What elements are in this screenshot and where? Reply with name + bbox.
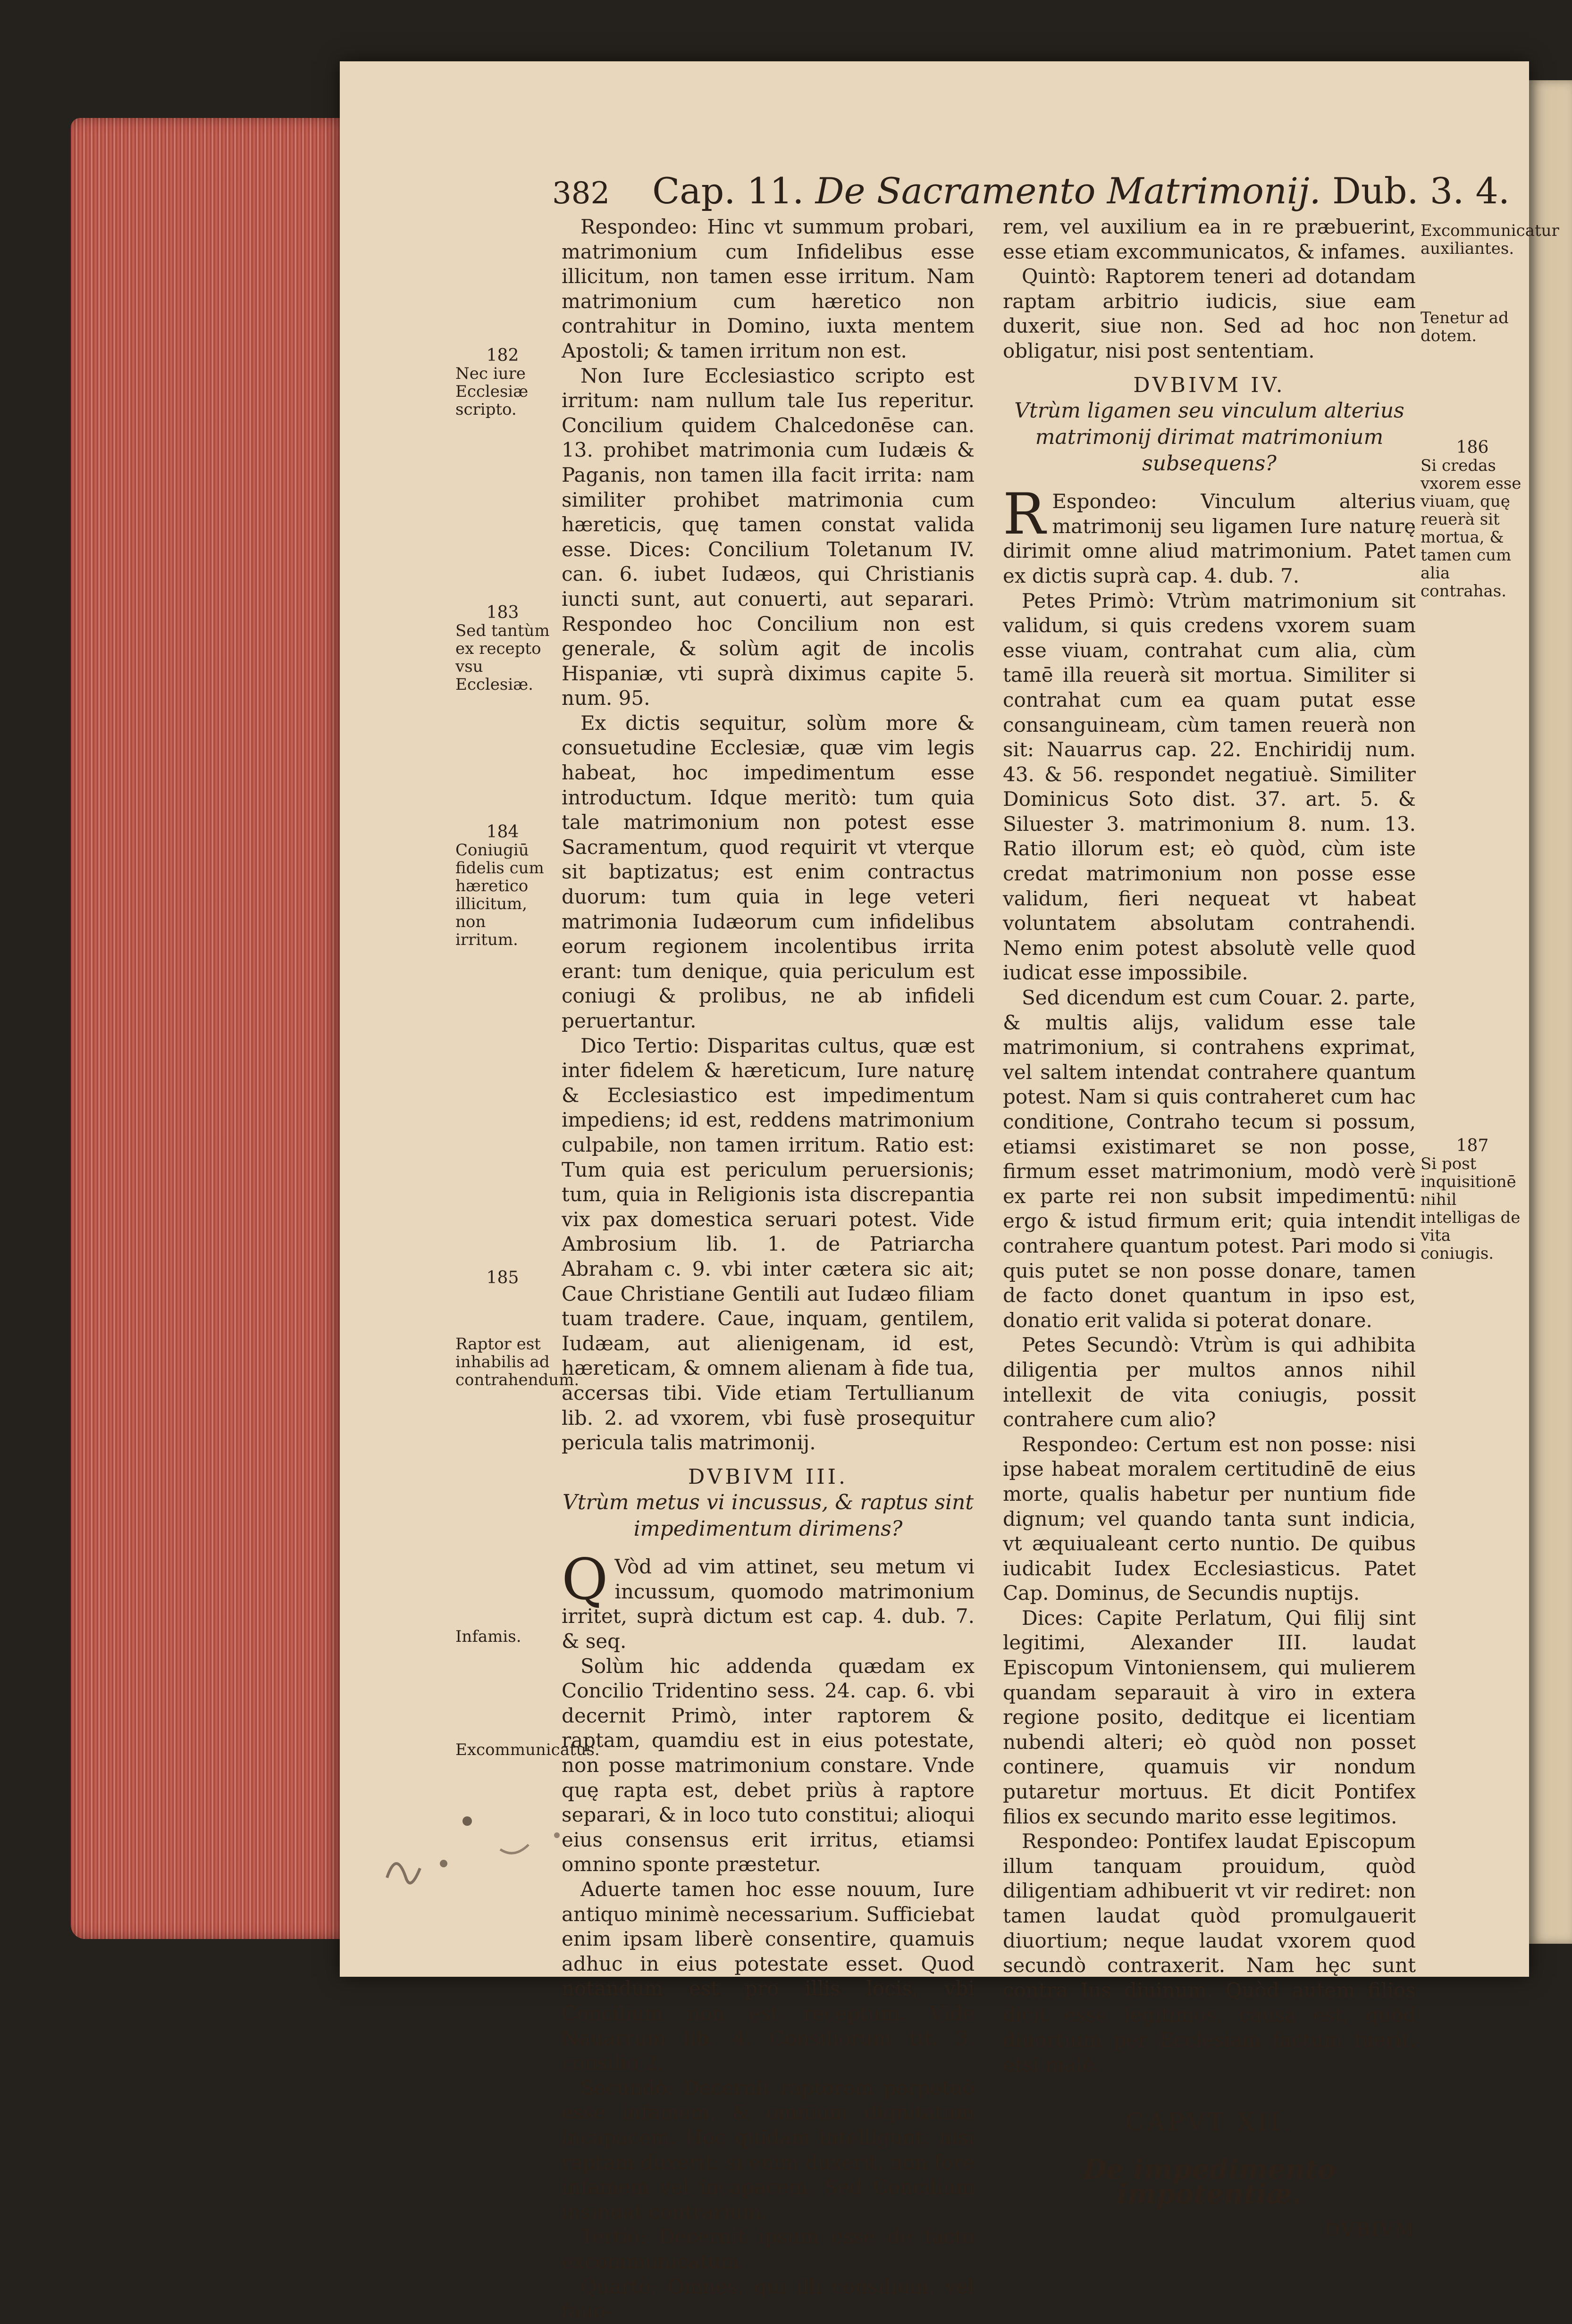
paragraph: Petes Primò: Vtrùm matrimonium sit validum, si quis credens vxorem suam esse viuam, contrahat cum alia, cùm tamē illa reuerà sit mortua. Similiter si contrahat cum ea quam putat esse consanguineam, cùm tamen reuerà non sit: Nauarrus cap. 22. Enchiridij num. 43. & 56. respondet negatiuè. Similiter Dominicus Soto dist. 37. art. 5. & Siluester 3. matrimonium 8. num. 13. Ratio illorum est; eò quòd, cùm iste credat matrimonium non posse esse validum, fieri nequeat vt habeat voluntatem absolutam contrahendi. Nemo enim potest absolutè velle quod iudicat esse impossibile. (1003, 589, 1416, 985)
paragraph-text: Espondeo: Vinculum alterius matrimonij seu ligamen Iure naturę dirimit omne aliud matrimonium. Patet ex dictis suprà cap. 4. dub. 7. (1003, 490, 1416, 587)
margin-number: 184 (486, 822, 519, 842)
margin-number: 183 (486, 603, 519, 622)
margin-number: 182 (486, 346, 519, 365)
margin-note (1421, 309, 1524, 345)
margin-text: Coniugiū fidelis cum hæretico illicitum, non irritum. (455, 841, 544, 949)
facing-page-edge (1529, 80, 1572, 1944)
paragraph: Quartò: Omnes, qui illi consilium, vel fauo- (562, 2274, 975, 2323)
running-header (552, 170, 1510, 222)
left-column (562, 215, 975, 2324)
paragraph: Dices: Capite Perlatum, Qui filij sint legitimi, Alexander III. laudat Episcopum Vintoniensem, qui mulierem quandam separauit à viro in extera regione posito, deditque ei licentiam nubendi alteri; eò quòd non posset continere, quamuis vir nondum putaretur mortuus. Et dicit Pontifex filios ex secundo marito esse legitimos. (1003, 1606, 1416, 1828)
margin-number: 186 (1456, 438, 1489, 457)
paragraph: Aduerte tamen hoc esse nouum, Iure antiquo minimè necessarium. Sufficiebat enim ipsam liberè consentire, quamuis adhuc in eius potestate esset. Quod notandum est pro illis locis, vbi Concilium non est receptum. Vide Nauarrum lib. 4. Consiliorum tit. 3. consilio 2. (562, 1878, 975, 2075)
margin-note (1421, 1137, 1524, 1262)
caput-heading: CAPVT XII. (1125, 2108, 1294, 2137)
paragraph-with-dropcap (562, 1547, 975, 1654)
paragraph-text: Vòd ad vim attinet, seu metum vi incussum, quomodo matrimonium irritet, suprà dictum est cap. 4. dub. 7. & seq. (562, 1555, 975, 1653)
paragraph: Tertiò: Decernit ipsum esse de facto excommunicatum. (562, 2225, 975, 2273)
dubium-ref: Dub. 3. 4. (1332, 170, 1510, 212)
margin-text: Infamis. (455, 1627, 521, 1646)
right-column (1003, 215, 1416, 2243)
margin-text: Sed tantùm ex recepto vsu Ecclesiæ. (455, 621, 550, 694)
margin-note (455, 1269, 550, 1287)
margin-note (1421, 439, 1524, 600)
caput-subtitle: De impedimento impotentiæ. (1083, 2153, 1336, 2210)
paragraph: Dico Tertio: Disparitas cultus, quæ est inter fidelem & hæreticum, Iure naturę & Ecclesiastico est impedimentum impediens; id est, reddens matrimonium culpabile, non tamen irritum. Ratio est: Tum quia est periculum peruersionis; tum, quia in Religionis ista discrepantia vix pax domestica seruari potest. Vide Ambrosium lib. 1. de Patriarcha Abraham c. 9. vbi inter cætera sic ait; Caue Christiane Gentili aut Iudæo filiam tuam tradere. Caue, inquam, gentilem, Iudæam, aut alienigenam, id est, hæreticam, & omnem alienam à fide tua, accersas tibi. Vide etiam Tertullianum lib. 2. ad vxorem, vbi fusè prosequitur pericula talis matrimonij. (562, 1034, 975, 1455)
margin-number: 185 (486, 1268, 519, 1287)
paragraph: Secundò: Decernit raptorem perpetuò esse infamem, & omnium dignitatum incapacem. Hoc quidam intelligunt, nisi raptam duxerit: si enim duxerit, non fore infamem vel incapacem. Sed Concilium insinuat contrarium. (562, 2076, 975, 2224)
paragraph-with-dropcap (1003, 482, 1416, 588)
paragraph: Sed dicendum est cum Couar. 2. parte, & multis alijs, validum esse tale matrimonium, si contrahens exprimat, vel saltem intendat contrahere quantum potest. Nam si quis contraheret cum hac conditione, Contraho tecum si possum, etiamsi existimaret se non posse, firmum esset matrimonium, modò verè ex parte rei non subsit impedimentū: ergo & istud firmum erit; quia intendit contrahere quantum potest. Pari modo si quis putet se non posse donare, tamen de facto donet quantum in ipso est, donatio erit valida si poterat donare. (1003, 986, 1416, 1332)
paragraph: Respondeo: Certum est non posse: nisi ipse habeat moralem certitudinē de eius morte, qualis habetur per nuntium fide dignum; vel quando tanta sunt indicia, vt æquiualeant certo nuntio. De quibus iudicabit Iudex Ecclesiasticus. Patet Cap. Dominus, de Secundis nuptijs. (1003, 1432, 1416, 1605)
paragraph: Respondeo: Hinc vt summum probari, matrimonium cum Infidelibus esse illicitum, non tamen esse irritum. Nam matrimonium cum hæretico non contrahitur in Domino, iuxta mentem Apostoli; & tamen irritum non est. (562, 215, 975, 362)
chapter-label: Cap. 11. (652, 170, 804, 212)
margin-note (1421, 221, 1559, 258)
margin-text: Si credas vxorem esse viuam, quę reuerà sit mortua, & tamen cum alia contrahas. (1421, 456, 1522, 601)
paragraph: Respondeo: Pontifex laudat Episcopum illum tanquam prouidum, quòd diligentiam adhibuerit vt vir rediret: non tamen laudat quòd promulgauerit diuortium; neque laudat vxorem quod secundò contraxerit. Nam hęc sunt contra Ius diuinum. Quòd autem filios dicit esse legitimos, causa est, quòd diuortium per Ecclesiam factum fuerit, etsi malè. (1003, 1830, 1416, 2076)
margin-text: Tenetur ad dotem. (1421, 309, 1509, 345)
drop-cap: Q (562, 1547, 608, 1613)
dubium-heading: DVBIVM IV. (1133, 373, 1286, 397)
margin-note (455, 1628, 550, 1646)
margin-number: 187 (1456, 1136, 1489, 1155)
dubium-question: Vtrùm ligamen seu vinculum alterius matrimonij dirimat matrimonium subsequens? (1014, 399, 1404, 476)
page-edges (71, 118, 349, 1939)
margin-note (455, 347, 550, 418)
paragraph: Non Iure Ecclesiastico scripto est irritum: nam nullum tale Ius reperitur. Concilium quidem Chalcedonēse can. 13. prohibet matrimonia cum Iudæis & Paganis, non tamen illa facit irrita: nam similiter prohibet matrimonia cum hæreticis, quę tamen constat valida esse. Dices: Concilium Toletanum IV. can. 6. iubet Iudæos, qui Christianis iuncti sunt, aut conuerti, aut separari. Respondeo hoc Concilium non est generale, & solùm agit de incolis Hispaniæ, vti suprà diximus capite 5. num. 95. (562, 364, 975, 710)
catchword: DVBIVM (1324, 2219, 1416, 2241)
margin-text: Raptor est inhabilis ad contrahendum. (455, 1335, 580, 1389)
margin-note (455, 1335, 580, 1389)
paragraph: Ex dictis sequitur, solùm more & consuetudine Ecclesiæ, quæ vim legis habeat, hoc impedimentum esse introductum. Idque meritò: tum quia tale matrimonium non potest esse Sacramentum, quod requirit vt vterque sit baptizatus; est enim contractus duorum: tum quia in lege veteri matrimonia Iudæorum cum infidelibus eorum regionem incolentibus irrita erant: tum denique, quia periculum est coniugi & prolibus, ne ab infideli peruertantur. (562, 711, 975, 1032)
ink-smudges (359, 1793, 595, 1915)
drop-cap: R (1003, 482, 1046, 548)
margin-text: Si post inquisitionē nihil intelligas de vita coniugis. (1421, 1154, 1521, 1263)
paragraph: Quintò: Raptorem teneri ad dotandam raptam arbitrio iudicis, siue eam duxerit, siue non. Sed ad hoc non obligatur, nisi post sententiam. (1003, 265, 1416, 362)
dubium-heading: DVBIVM III. (688, 1464, 848, 1489)
margin-text: Excommunicatur auxiliantes. (1421, 221, 1559, 258)
dubium-question: Vtrùm metus vi incussus, & raptus sint impedimentum dirimens? (562, 1490, 974, 1541)
margin-note (455, 823, 550, 949)
paragraph: Petes Secundò: Vtrùm is qui adhibita diligentia per multos annos nihil intellexit de vita coniugis, possit contrahere cum alio? (1003, 1333, 1416, 1431)
page-number: 382 (552, 176, 610, 211)
margin-note (455, 604, 550, 694)
margin-text: Nec iure Ecclesiæ scripto. (455, 364, 529, 419)
chapter-title: De Sacramento Matrimonij. (815, 170, 1321, 212)
margin-note (455, 1740, 600, 1759)
paragraph: Solùm hic addenda quædam ex Concilio Tridentino sess. 24. cap. 6. vbi decernit Primò, inter raptorem & raptam, quamdiu est in eius potestate, non posse matrimonium constare. Vnde quę rapta est, debet priùs à raptore separari, & in loco tuto constitui; alioqui eius consensus erit irritus, etiamsi omnino sponte præstetur. (562, 1654, 975, 1876)
margin-text: Excommunicatus. (455, 1740, 600, 1759)
paragraph: rem, vel auxilium ea in re præbuerint, esse etiam excommunicatos, & infames. (1003, 215, 1416, 263)
